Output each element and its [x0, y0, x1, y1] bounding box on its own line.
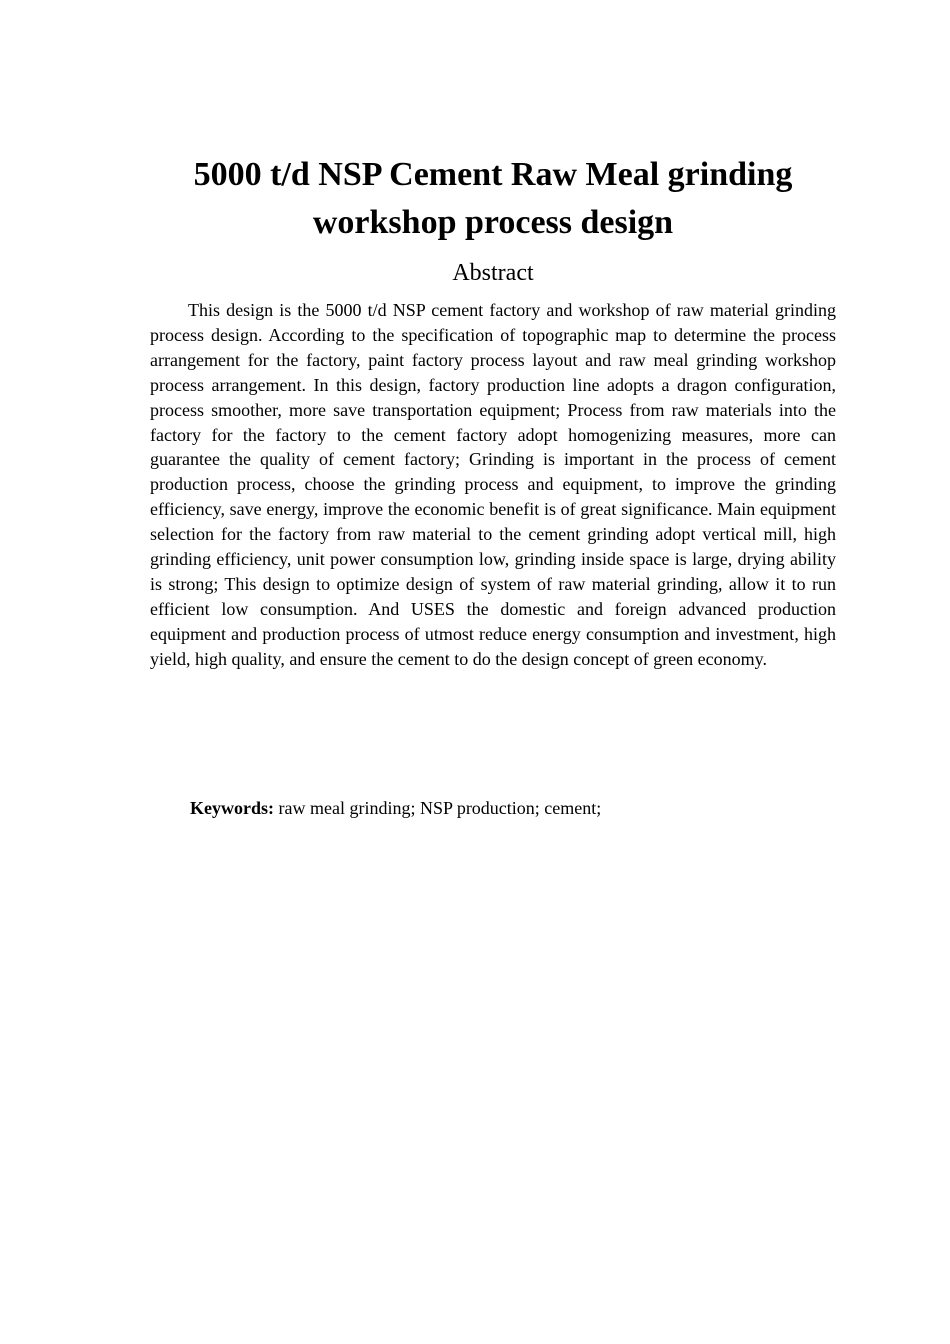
keywords-line — [190, 796, 836, 820]
abstract-heading: Abstract — [452, 260, 534, 286]
abstract-body: This design is the 5000 t/d NSP cement factory and workshop of raw material grinding process design. According to the specification of topographic map to determine the process arrangement for the factory, paint factory process layout and raw meal grinding workshop process arrangement. In this design, factory production line adopts a dragon configuration, process smoother, more save transportation equipment; Process from raw materials into the factory for the factory to the cement factory adopt homogenizing measures, more can guarantee the quality of cement factory; Grinding is important in the process of cement production process, choose the grinding process and equipment, to improve the grinding efficiency, save energy, improve the economic benefit is of great significance. Main equipment selection for the factory from raw material to the cement grinding adopt vertical mill, high grinding efficiency, unit power consumption low, grinding inside space is large, drying ability is strong; This design to optimize design of system of raw material grinding, allow it to run efficient low consumption. And USES the domestic and foreign advanced production equipment and production process of utmost reduce energy consumption and investment, high yield, high quality, and ensure the cement to do the design concept of green economy. — [150, 300, 836, 669]
keywords-label: Keywords: — [190, 798, 274, 818]
document-title: 5000 t/d NSP Cement Raw Meal grinding workshop process design — [193, 156, 793, 241]
keywords-text: raw meal grinding; NSP production; cement; — [278, 798, 602, 818]
